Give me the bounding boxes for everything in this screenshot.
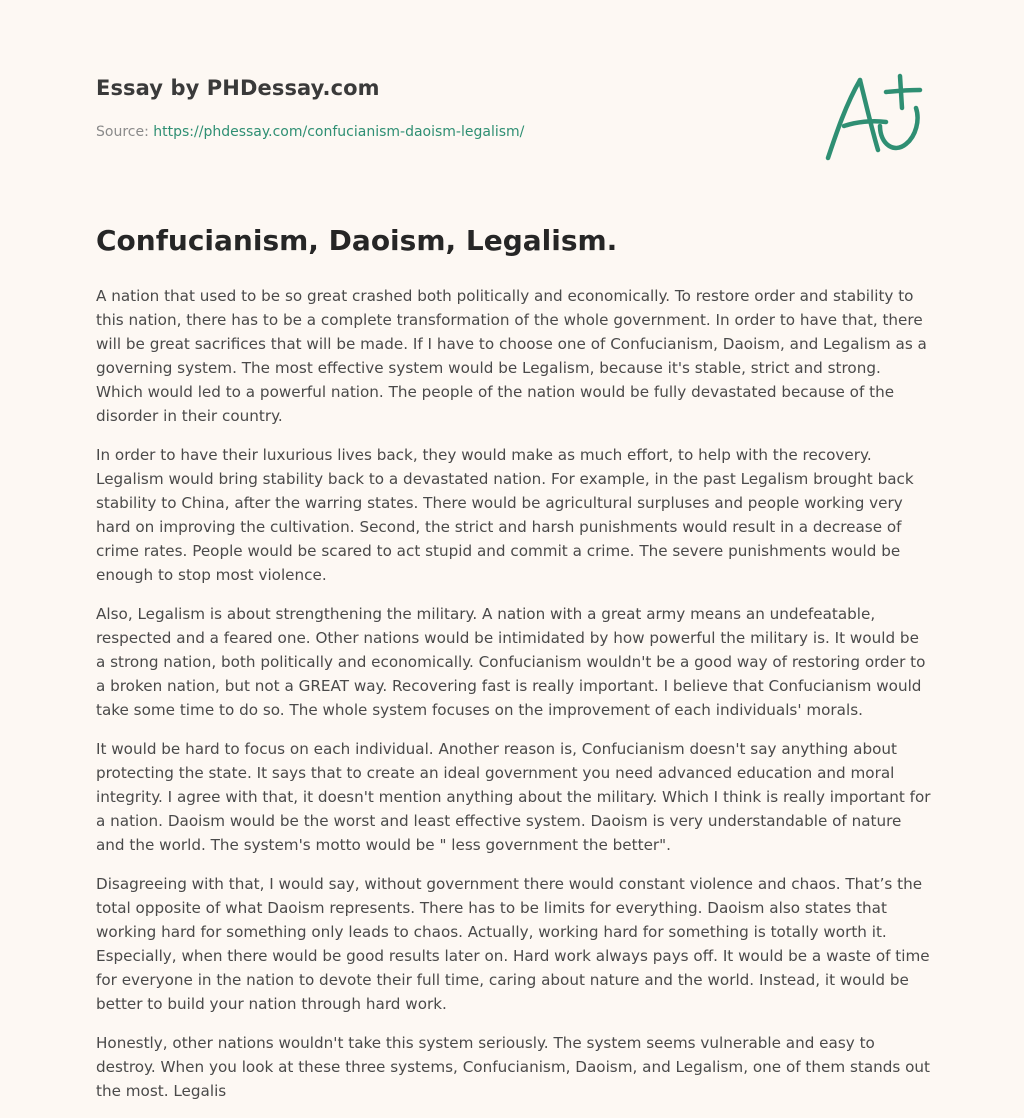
essay-paragraph: Honestly, other nations wouldn't take this system seriously. The system seems vulnerable and easy to destroy. When you look at these three systems, Confucianism, Daoism, and Legalism, one of them stands out the most. Legalis [96, 1034, 931, 1100]
source-link[interactable]: https://phdessay.com/confucianism-daoism-legalism/ [153, 124, 525, 140]
essay-paragraph: It would be hard to focus on each individual. Another reason is, Confucianism doesn't say anything about protecting the state. It says that to create an ideal government you need advanced education and moral integrity. I agree with that, it doesn't mention anything about the military. Which I think is really important for a nation. Daoism would be the worst and least effective system. Daoism is very understandable of nature and the world. The system's motto would be " less government the better". [96, 740, 931, 854]
essay-title: Confucianism, Daoism, Legalism. [96, 224, 618, 257]
source-line [96, 124, 524, 140]
source-label: Source: [96, 124, 154, 140]
essay-paragraph: In order to have their luxurious lives back, they would make as much effort, to help with the recovery. Legalism would bring stability back to a devastated nation. For example, in the past Legalism brought back stability to China, after the warring states. There would be agricultural surpluses and people working very hard on improving the cultivation. Second, the strict and harsh punishments would result in a decrease of crime rates. People would be scared to act stupid and commit a crime. The severe punishments would be enough to stop most violence. [96, 446, 914, 584]
essay-paragraph: Disagreeing with that, I would say, without government there would constant violence and chaos. That’s the total opposite of what Daoism represents. There has to be limits for everything. Daoism also states that working hard for something only leads to chaos. Actually, working hard for something is totally worth it. Especially, when there would be good results later on. Hard work always pays off. It would be a waste of time for everyone in the nation to devote their full time, caring about nature and the world. Instead, it would be better to build your nation through hard work. [96, 875, 930, 1013]
essay-body [96, 284, 932, 1118]
essay-paragraph: Also, Legalism is about strengthening the military. A nation with a great army means an undefeatable, respected and a feared one. Other nations would be intimidated by how powerful the military is. It would be a strong nation, both politically and economically. Confucianism wouldn't be a good way of restoring order to a broken nation, but not a GREAT way. Recovering fast is really important. I believe that Confucianism would take some time to do so. The whole system focuses on the improvement of each individuals' morals. [96, 605, 926, 719]
a-plus-logo-icon [822, 68, 928, 164]
essay-paragraph: A nation that used to be so great crashed both politically and economically. To restore order and stability to this nation, there has to be a complete transformation of the whole government. In order to have that, there will be great sacrifices that will be made. If I have to choose one of Confucianism, Daoism, and Legalism as a governing system. The most effective system would be Legalism, because it's stable, strict and strong. Which would led to a powerful nation. The people of the nation would be fully devastated because of the disorder in their country. [96, 287, 927, 425]
site-title: Essay by PHDessay.com [96, 76, 380, 100]
